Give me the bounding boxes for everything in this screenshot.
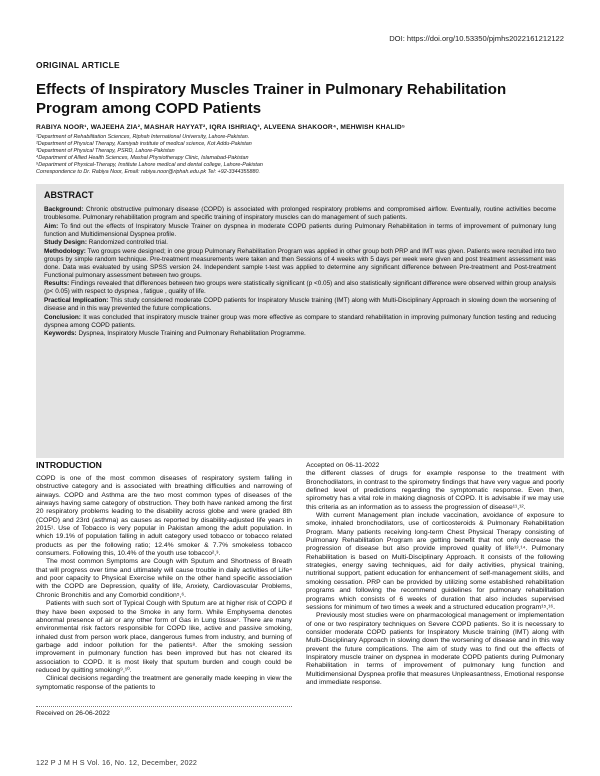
abstract-results [44, 280, 556, 296]
abstract-text: It was concluded that inspiratory muscle trainer group was more effective as compare to standard rehabilitation in improving pulmonary function testing and reducing dyspnea among COPD patients. [44, 313, 556, 329]
abstract-text: This study considered moderate COPD patients for Inspiratory Muscle training (IMT) along with Multi-Disciplinary Approach in slowing down the worsening of disease and in this way prevented the future complications. [44, 297, 557, 313]
abstract-body [44, 206, 556, 339]
right-column [306, 462, 564, 687]
abstract-label: Results: [44, 280, 70, 288]
intro-paragraph: With current Management plan include vaccination, avoidance of exposure to smoke, inhaled bronchodilators, use of corticosteroids & Pulmonary Rehabilitation Program. Many patients receiving long-term Chest Physical Therapy consisting of Pulmonary Rehabilitation Program are getting benefit that not only decrease the progression of disease but also provide improved quality of life¹³,¹⁴. Pulmonary Rehabilitation is based on Multi-Disciplinary Approach. It consists of the following strategies, energy saving techniques, aid for daily activities, physical training, nutritional support, patient education for enhancement of self-management skills, and smoking cessation. PRP can be provided by utilizing some established rehabilitation programs and following the recommend guidelines for pulmonary rehabilitation programs which consists of 6 weeks of duration that also includes supervised sessions for minimum of two times a week and a structured education program¹⁵,¹⁶. [306, 512, 564, 611]
abstract-label: Study Design: [44, 239, 87, 247]
intro-paragraph: COPD is one of the most common diseases of respiratory system falling in obstructive category and is associated with breathing difficulties and narrowing of airways. COPD and Asthma are the two most common types of diseases of the airways having same category of obstruction. They both have ranked among the first 20 respiratory problems leading to the disability across globe and were graded 8th (COPD) and 23rd (asthma) as causes as reported by disability-adjusted life years in 2015¹. Use of Tobacco is very popular in Pakistan among the adult population. In which 19.1% of population falling in adult category used tobacco or tobacco related products as per the following ratio; 12.4% smoker & 7.7% smokeless tobacco consumers. Following this, 10.4% of the youth use tobacco²,³. [36, 475, 292, 558]
intro-paragraph: Previously most studies were on pharmacological management or implementation of one or two respiratory techniques on Severe COPD patients. So it is necessary to consider moderate COPD patients for Inspiratory Muscle training (IMT) along with Multi-Disciplinary Approach in slowing down the worsening of disease and in this way prevent the future complications. The aim of study was to find out the effects of Inspiratory muscle trainer on dyspnea in moderate COPD patients during Pulmonary Rehabilitation in terms of improvement of pulmonary lung function and Multidimensional Dyspnea profile that measures Unpleasantness, Emotional response and immediate response. [306, 612, 564, 686]
abstract-text: To find out the effects of Inspiratory Muscle Trainer on dyspnea in moderate COPD patients during Pulmonary Rehabilitation in terms of improvement of pulmonary lung function and Multidimensional Dyspnea profile. [44, 222, 556, 238]
abstract-methodology [44, 248, 556, 280]
introduction-heading: INTRODUCTION [36, 460, 102, 470]
abstract-heading: ABSTRACT [44, 190, 94, 200]
paper-title: Effects of Inspiratory Muscles Trainer in Pulmonary Rehabilitation Program among COPD Patients [36, 81, 507, 117]
doi-link[interactable]: DOI: https://doi.org/10.53350/pjmhs2022161212122 [389, 34, 564, 43]
abstract-conclusion [44, 314, 556, 330]
abstract-label: Practical Implication: [44, 297, 109, 305]
abstract-label: Methodology: [44, 247, 86, 255]
abstract-aim [44, 223, 556, 239]
abstract-label: Background: [44, 206, 84, 213]
abstract-keywords [44, 330, 556, 338]
abstract-text: Chronic obstructive pulmonary disease (COPD) is associated with prolonged respiratory problems and compromised airflow. Eventually, routine activities become troublesome. Pulmonary rehabilitation program and specific training of inspiratory muscles can do management of such patients. [44, 206, 556, 222]
abstract-practical-implication [44, 297, 556, 313]
abstract-background [44, 206, 556, 222]
received-date: Received on 26-06-2022 [36, 710, 110, 717]
affiliation-line: ³Department of Physical Therapy, PSRD, Lahore-Pakistan [36, 147, 175, 154]
affiliation-line: ⁴Department of Allied Health Sciences, Mashal Physiotherapy Clinic, Islamabad-Pakistan [36, 154, 249, 161]
abstract-label: Aim: [44, 222, 59, 230]
affiliation-line: ⁵Department of Physical-Therapy, Institute Lahore medical and dental college, Lahore-Pakistan [36, 161, 263, 168]
abstract-study-design [44, 239, 556, 247]
affiliation-line: ²Department of Physical Therapy, Kamiyab institute of medical science, Kot Addu-Pakistan [36, 140, 252, 147]
intro-paragraph: The most common Symptoms are Cough with Sputum and Shortness of Breath that will progress over time and ultimately will cause trouble in daily activities of Life⁴ and poor capacity to Physical Exercise while on the other hand specific association with the COPD are Depression, quality of life, Anxiety, Cardiovascular Problems, Chronic Bronchitis and any Comorbid condition⁵,⁶. [36, 558, 292, 599]
article-type-label: ORIGINAL ARTICLE [36, 60, 120, 70]
author-list: RABIYA NOOR¹, WAJEEHA ZIA², MASHAR HAYYAT², IQRA ISHRIAQ³, ALVEENA SHAKOOR⁴, MEHWISH KHALID⁵ [36, 124, 406, 131]
intro-paragraph: the different classes of drugs for example response to the treatment with Bronchodilators, in contrast to the spirometry findings that have very vague and poorly defined level of predictions regarding the symptomatic response. Even then, spirometry has a vital role in making diagnosis of COPD. It is advisable if we may use this criteria as an information as to assess the progression of disease¹¹,¹². [306, 470, 564, 511]
intro-paragraph: Patients with such sort of Typical Cough with Sputum are at higher risk of COPD if they have been exposed to the Smoke in any form. While Emphysema denotes abnormal presence of air or any other form of Gas in Lung tissue⁷. There are many environmental risk factors responsible for COPD like, active and passive smoking, inhaled dust from person work place, dangerous fumes from industry, and burning of garbage add indoor pollution for the patients⁸. After the smoking session improvement in pulmonary function has been improved but has not cleared its association to COPD. It is most likely that sputum burden and cough could be reduced by quitting smoking⁹,¹⁰. [36, 600, 292, 674]
abstract-text: Two groups were designed; in one group Pulmonary Rehabilitation Program was applied in other group both PRP and IMT was given. Patients were recruited into two groups by simple random technique. Pre-treatment measurements were taken and then Sessions of 4 weeks with 5 days per week were given and post treatment assessment was done. Data was evaluated by using SPSS version 24. Independent sample t-test was applied to determine any significant difference between Pre-treatment and Post-treatment Functional pulmonary assessment between two groups. [44, 247, 556, 279]
correspondence-line: Correspondence to Dr. Rabiya Noor, Email: rabiya.noor@riphah.edu.pk Tel: +92-3344355880. [36, 168, 260, 175]
affiliation-line: ¹Department of Rehabilitation Sciences, Riphah International University, Lahore-Pakistan. [36, 134, 250, 140]
abstract-label: Conclusion: [44, 313, 81, 321]
page-footer: 122 P J M H S Vol. 16, No. 12, December, 2022 [36, 758, 198, 767]
accepted-date: Accepted on 06-11-2022 [306, 462, 380, 469]
footnote-divider [36, 706, 292, 707]
abstract-label: Keywords: [44, 330, 77, 338]
left-column [36, 475, 292, 692]
abstract-text: Findings revealed that differences between two groups were statistically significant (p <0.05) and also statistically significant difference were observed within group analysis (p< 0.05) with respect to dyspnea , fatigue , quality of life. [44, 280, 556, 296]
abstract-text: Dyspnea, Inspiratory Muscle Training and Pulmonary Rehabilitation Programme. [76, 330, 306, 338]
affiliations [36, 134, 564, 175]
abstract-text: Randomized controlled trial. [86, 239, 168, 247]
intro-paragraph: Clinical decisions regarding the treatment are generally made keeping in view the symptomatic response of the patients to [36, 675, 292, 691]
